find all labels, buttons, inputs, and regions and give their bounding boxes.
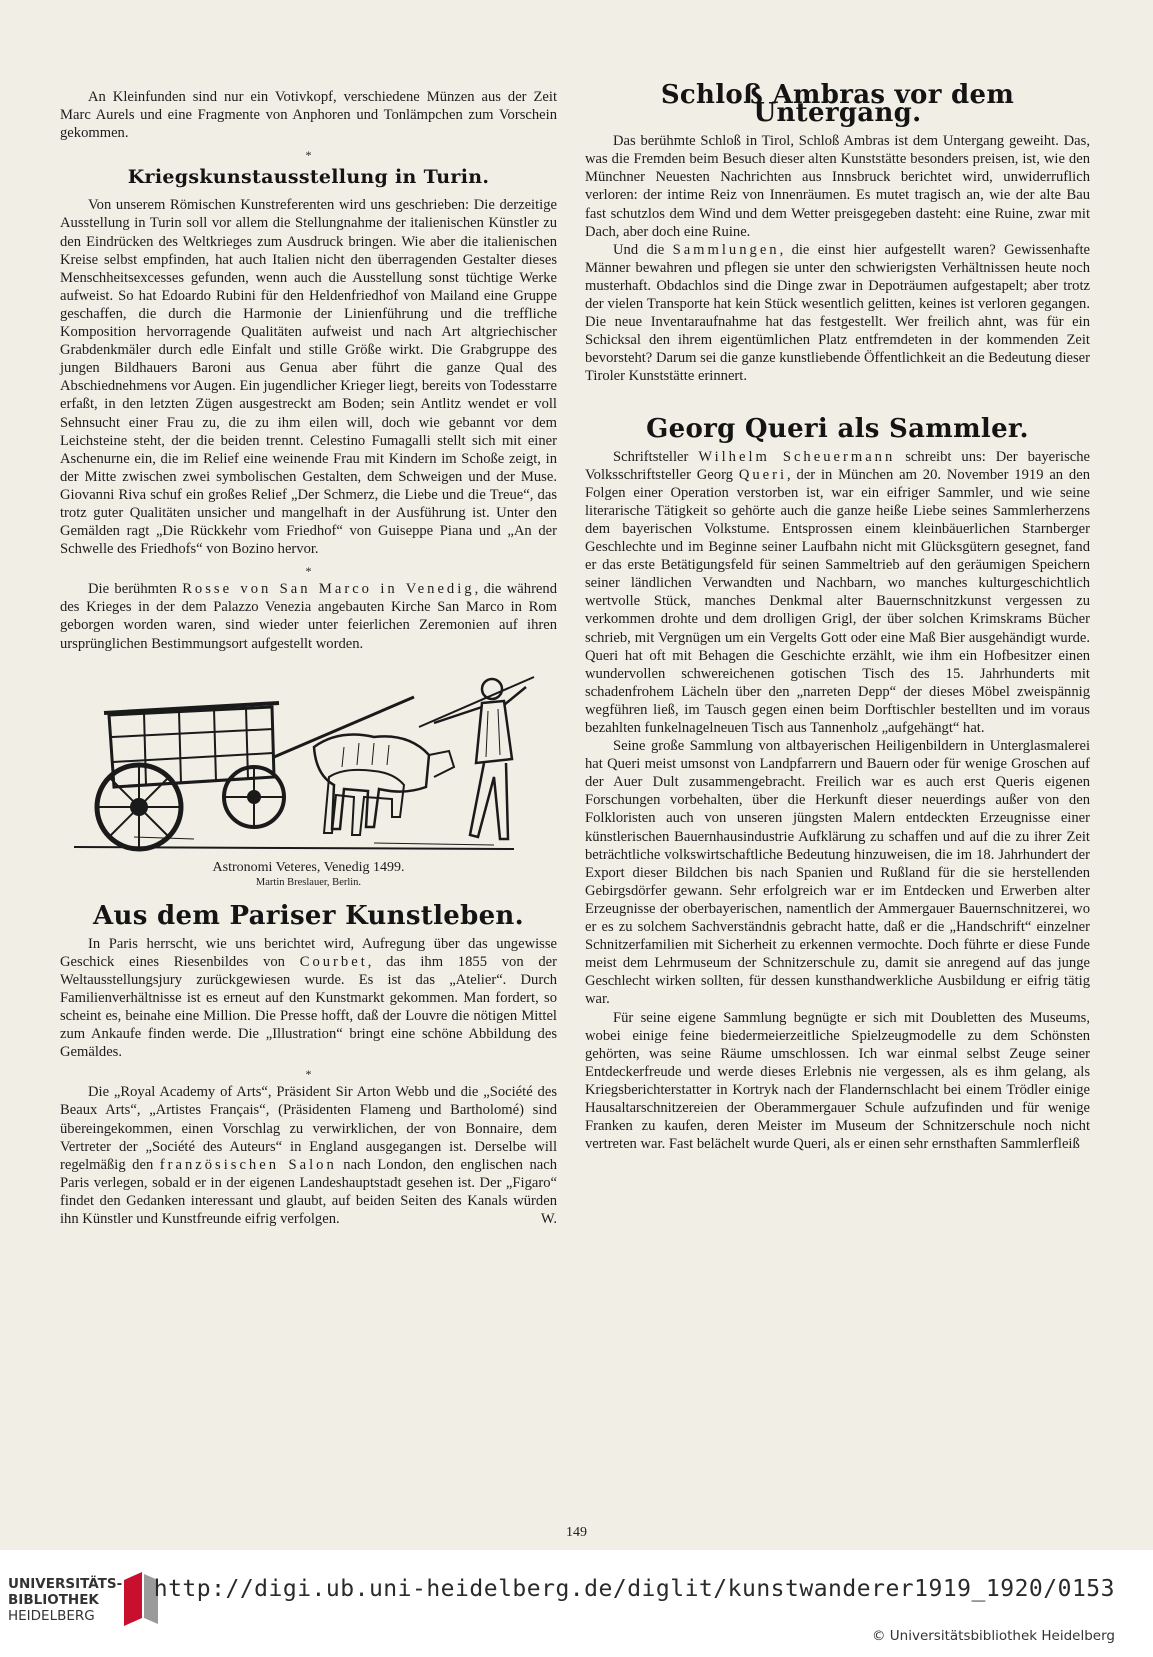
woodcut-figure <box>60 667 557 889</box>
separator-star: * <box>305 564 312 579</box>
figure-caption: Astronomi Veteres, Venedig 1499. <box>212 859 405 875</box>
left-column <box>60 88 557 1228</box>
separator-star: * <box>305 148 312 163</box>
turin-paragraph: Von unserem Römischen Kunstreferenten wird uns geschrieben: Die derzeitige Ausstellung in Turin soll vor allem die Stellungnahme der italienischen Künstler zu den Eindrücken des Weltkrieges zum Ausdruck bringen. Wie aber die italienischen Kreise selbst empfinden, hat auch Italien nicht den überragenden Gestalter dieses Menschheitsexcesses gefunden, wenn auch die Ausstellung sonst tüchtige Werke aufweist. So hat Edoardo Rubini für den Heldenfriedhof von Mailand eine Gruppe geschaffen, die durch die Harmonie der Linienführung und die treffliche Komposition hervorragende Qualitäten aufweist und nach Art altgriechischer Grabdenkmäler durch edle Einfalt und stille Größe wirkt. Die Grabgruppe des jungen Bildhauers Baroni aus Genua aber führt die ganze Qual des Abschiednehmens vor Augen. Ein jugendlicher Krieger liegt, bereits von Todesstarre erfaßt, in den letzten Zügen ausgestreckt am Boden; sein Antlitz wendet er voll Sehnsucht einer Frau zu, die zu ihm eilen will, doch wie gebannt vor dem Leichsteine steht, der die beiden trennt. Celestino Fumagalli stellt sich mit einer Aschenurne ein, die im Relief eine weinende Frau mit Kindern im Schoße zeigt, in der Mitte zwischen zwei symbolischen Gestalten, dem Schweigen und der Muse. Giovanni Riva schuf ein großes Relief „Der Schmerz, die Liebe und die Treue“, das trotz guter Qualitäten unsicher und mangelhaft in der Ausführung ist. Unter den Gemälden ragt „Die Rückkehr vom Friedhof“ von Guiseppe Piana und „An der Schwelle des Friedhofs“ von Bozino hervor. <box>60 197 557 558</box>
ambras-paragraph-1: Das berühmte Schloß in Tirol, Schloß Ambras ist dem Untergang geweiht. Das, was die Fremden beim Besuch dieser alten Kunststätte besonders preisen, ist, wie den Münchner Neuesten Nachrichten aus Innsbruck berichtet wird, unwiderruflich verloren: der intime Reiz von Innenräumen. Es mutet tragisch an, wie der alte Bau fast schutzlos dem Wind und dem Wetter preisgegeben dasteht: eine Ruine, zwar mit Dach, aber doch eine Ruine. <box>585 133 1090 240</box>
page-number: 149 <box>566 1525 587 1540</box>
paris-heading: Aus dem Pariser Kunstleben. <box>93 900 524 931</box>
ox-cart-woodcut-illustration <box>74 667 544 857</box>
venice-paragraph: Die berühmten Rosse von San Marco in Venedig, die während des Krieges in der dem Palazzo Venezia angebauten Kirche San Marco in Rom geborgen worden waren, sind wieder unter feierlichen Zeremonien auf ihren ursprünglichen Bestimmungsort aufgestellt worden. <box>60 581 557 652</box>
right-column <box>585 80 1090 1153</box>
source-url-link[interactable]: http://digi.ub.uni-heidelberg.de/diglit/kunstwanderer1919_1920/0153 <box>153 1576 1115 1602</box>
separator-star: * <box>305 1067 312 1082</box>
paris-paragraph-2: Die „Royal Academy of Arts“, Präsident Sir Arton Webb und die „Société des Beaux Arts“, „Artistes Français“, (Präsidenten Flameng und Bartholomé) sind übereingekommen, einen Vorschlag zu verwirklichen, der von Bonnaire, dem Vertreter der „Société des Auteurs“ in England ausgegangen ist. Derselbe will regelmäßig den französischen Salon nach London, den englischen nach Paris verlegen, sobald er in der eigenen Landeshauptstadt gesehen ist. Der „Figaro“ findet den Gedanken interessant und glaubt, auf beiden Seiten des Kanals würden ihn Künstler und Kunstfreunde eifrig verfolgen. W. <box>60 1084 557 1228</box>
intro-paragraph: An Kleinfunden sind nur ein Votivkopf, verschiedene Münzen aus der Zeit Marc Aurels und eine Fragmente von Anphoren und Tonlämpchen zum Vorschein gekommen. <box>60 89 557 142</box>
queri-paragraph-3: Für seine eigene Sammlung begnügte er sich mit Doubletten des Museums, wobei einige feine biedermeierzeitliche Spielzeugmodelle zu dem Schönsten gehörten, was seine Räume umschlossen. Ich war einmal selbst Zeuge seiner Entdeckerfreude und werde dieses Erlebnis nie vergessen, als es ihm gelang, als Kriegsberichterstatter in Kortryk nach der Flandernschlacht bei einem Trödler einige Hausaltarschnitzereien der Oberammergauer Schule aufzufinden und für wenige Franken zu kaufen, deren Meister im Museum der Schnitzerschule noch nicht vertreten war. Fast belächelt wurde Queri, als er einen sehr ernsthaften Sammlerfleiß <box>585 1009 1090 1153</box>
library-footer <box>0 1550 1153 1657</box>
copyright-notice: © Universitätsbibliothek Heidelberg <box>871 1628 1115 1644</box>
paris-paragraph-1: In Paris herrscht, wie uns berichtet wird, Aufregung über das ungewisse Geschick eines Riesenbildes von Courbet, das ihm 1855 von der Weltausstellungsjury zurückgewiesen wurde. Es ist das „Atelier“. Durch Familienverhältnisse ist es erneut auf den Kunstmarkt gekommen. Man fordert, so scheint es, beinahe eine Million. Die Presse hofft, daß der Louvre die nötigen Mittel zum Ankaufe finden werde. Die „Illustration“ bringt eine schöne Abbildung des Gemäldes. <box>60 935 557 1061</box>
queri-paragraph-2: Seine große Sammlung von altbayerischen Heiligenbildern in Unterglasmalerei hat Queri meist umsonst von Landpfarrern und Bauern oder für wenige Groschen auf der Auer Dult zusammengebracht. Freilich war es auch erst Queris eigenen Forschungen vorbehalten, über die Herkunft dieser neuerdings außer von den Folkloristen auch von unseren jüngsten Malern entdeckten Erzeugnisse einer künstlerischen Bauernhausindustrie Aufklärung zu schaffen und auf die zu ihrer Zeit beträchtliche volkswirtschaftliche Bedeutung hinzuweisen, die im 18. Jahrhundert der Export dieser Bildchen bis nach Spanien und Rußland für die sie herstellenden Gebirgsdörfer gewann. Sehr erfolgreich war er im Entdecken und Erwerben alter Erzeugnisse der oberbayerischen, namentlich der Ammergauer Bauernschnitzerei, wo er es zu solchem Sachverständnis gebracht hatte, daß er die „Handschrift“ einzelner Schnitzerfamilien mit Sicherheit zu erkennen vermochte. Doch führte er diese Funde meist dem Lehrmuseum der Schnitzerschule zu, damit sie anregend auf das junge Geschlecht wirken sollten, für dessen kunsthandwerkliche Ausbildung er eifrig tätig war. <box>585 738 1090 1008</box>
queri-heading: Georg Queri als Sammler. <box>646 413 1029 444</box>
figure-credit: Martin Breslauer, Berlin. <box>255 876 362 888</box>
ambras-heading: Schloß Ambras vor dem Untergang. <box>660 80 1015 129</box>
turin-heading: Kriegskunstausstellung in Turin. <box>127 166 490 189</box>
ambras-paragraph-2: Und die Sammlungen, die einst hier aufgestellt waren? Gewissenhafte Männer bewahren und pflegen sie unter den schwierigsten Verhältnissen heute noch musterhaft. Obdachlos sind die Dinge zwar in Depoträumen aufgestapelt; aber trotz der vielen Transporte hat kein Stück wesentlich gelitten, keines ist verloren gegangen. Die neue Inventaraufnahme hat das festgestellt. Wer freilich ahnt, was für ein Schicksal den ihrem eigentümlichen Platz entfremdeten in der kommenden Zeit bevorsteht? Darum sei die ganze kunstliebende Öffentlichkeit an die Bedeutung dieser Tiroler Kunststätte erinnert. <box>585 241 1090 385</box>
library-logo-text: UNIVERSITÄTS- BIBLIOTHEK HEIDELBERG <box>8 1576 123 1624</box>
queri-paragraph-1: Schriftsteller Wilhelm Scheuermann schreibt uns: Der bayerische Volksschriftsteller Georg Queri, der in München am 20. November 1919 an den Folgen einer Operation verstorben ist, war ein eifriger Sammler, und wie seine literarische Tätigkeit so gehörte auch die ganze heiße Liebe seines Sammlerherzens dem bayerischen Volkstume. Entsprossen einem kleinbäuerlichen Starnberger Geschlechte und im Beginne seiner Laufbahn nicht mit Glücksgütern gesegnet, fand er das erste Betätigungsfeld für seinen Sammeltrieb auf den geräumigen Speichern seiner ländlichen Verwandten und Nachbarn, wo manches kulturgeschichtlich wertvolle Stück, manches Denkmal alter Bauernschnitzkunst vergessen zu verkommen drohte und dem drolligen Grigl, der über solchen Krimskrams Bücher schrieb, mit Vergnügen um ein Vergelts Gott oder eine Maß Bier ausgehändigt wurde. Queri hat oft mit Behagen die Geschichte erzählt, wie ihm ein Hofbesitzer einen wundervollen schwereichenen gotischen Tisch des 15. Jahrhunderts mit schadenfrohem Lächeln über den „narreten Depp“ der dieses Möbel zweispännig wegführen ließ, im Tausch gegen einen beim Dorftischler bestellten und im voraus bezahlten funkelnagelneuen Tisch aus Tannenholz „aufgehängt“ hat. <box>585 448 1090 736</box>
author-signature: W. <box>540 1211 557 1228</box>
